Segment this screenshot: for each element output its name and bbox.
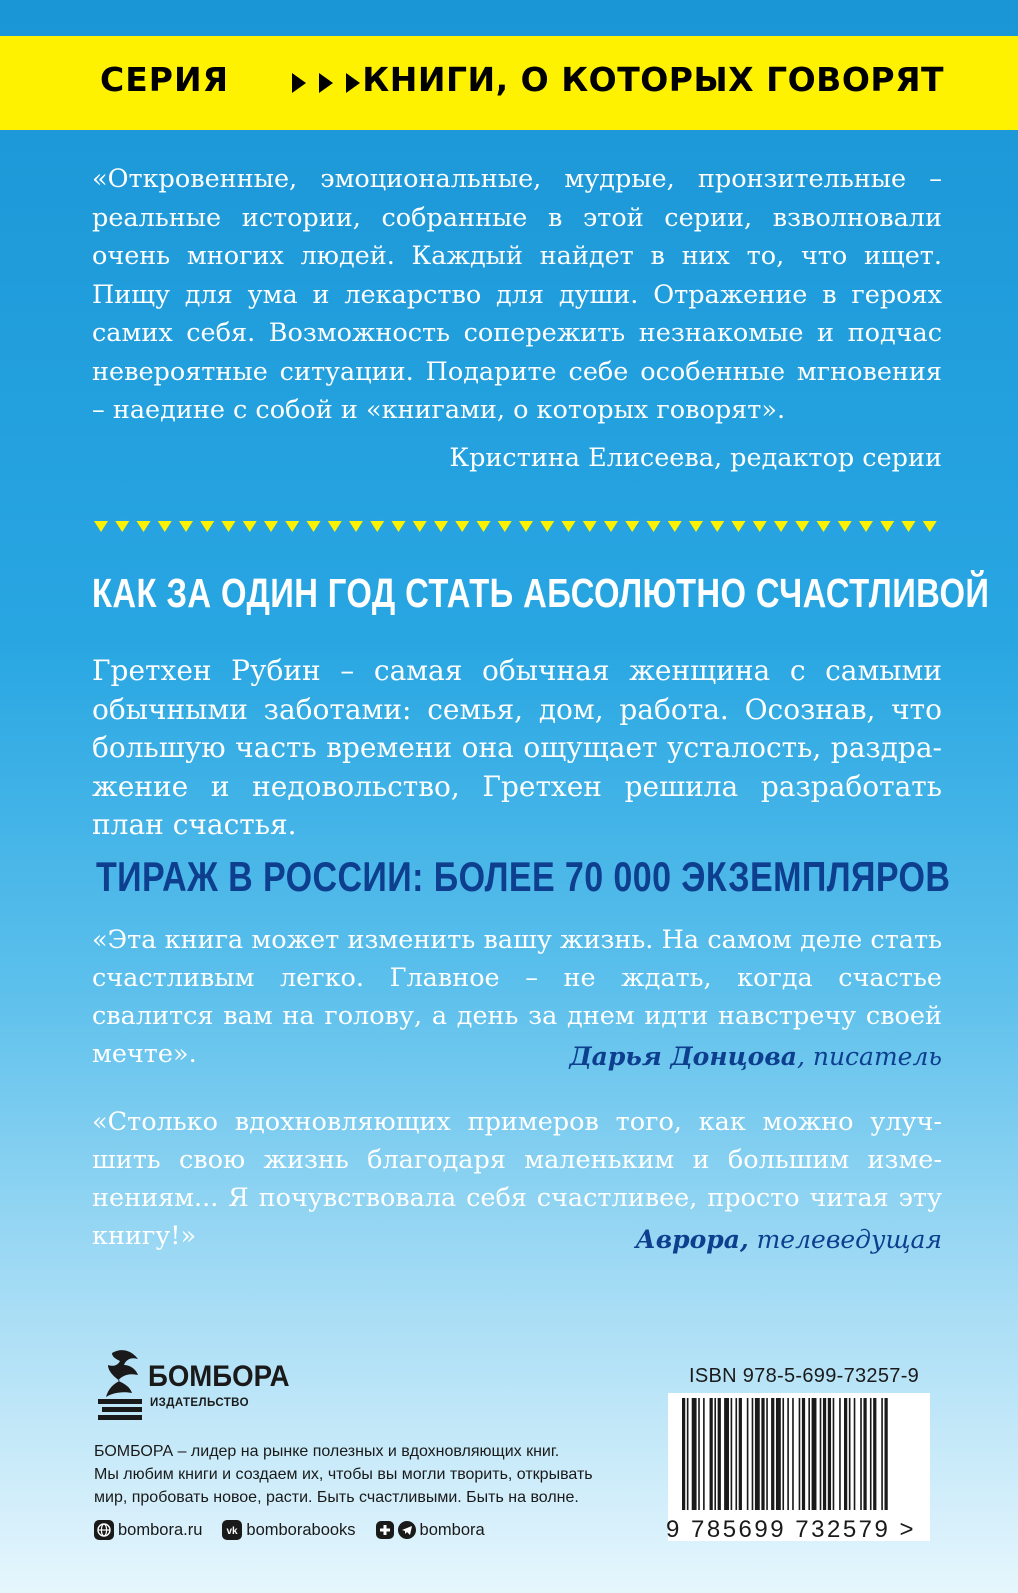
divider-triangle [370, 521, 384, 532]
barcode-bar [747, 1398, 749, 1510]
triple-arrow-icon [290, 63, 370, 103]
divider-triangle [200, 521, 214, 532]
divider-triangle [349, 521, 363, 532]
divider-triangle [115, 521, 129, 532]
publisher-name: БОМБОРА [148, 1360, 290, 1393]
barcode-bar [787, 1398, 789, 1510]
divider-triangle [859, 521, 873, 532]
telegram-icon [398, 1521, 416, 1539]
barcode-bar [718, 1398, 721, 1510]
vk-icon [222, 1520, 242, 1540]
barcode-bar [833, 1398, 835, 1510]
barcode-bar [860, 1398, 862, 1510]
divider-triangle [583, 521, 597, 532]
barcode-bar [724, 1398, 729, 1510]
book-description: Гретхен Рубин – самая обычная женщина с самыми обычными заботами: семья, дом, работа. Осознав, что большую часть времени она ощущает усталость, раздра-жение и недовольство, Гретхен решила разработать план счастья. [92, 654, 942, 841]
series-label: СЕРИЯ [100, 60, 229, 99]
divider-triangle [710, 521, 724, 532]
divider-triangle [753, 521, 767, 532]
barcode-bar [698, 1398, 700, 1510]
barcode-bar [771, 1398, 774, 1510]
divider-triangle [774, 521, 788, 532]
review-author-name: Дарья Донцова [569, 1042, 797, 1071]
vk-label: bomborabooks [246, 1520, 356, 1539]
barcode-bar [808, 1398, 810, 1510]
barcode-bar [854, 1398, 856, 1510]
editor-quote-author: Кристина Елисеева, редактор серии [449, 443, 942, 473]
publisher-about-line: Мы любим книги и создаем их, чтобы вы могли творить, открывать [94, 1466, 593, 1483]
barcode-bar [739, 1398, 742, 1510]
barcode-bar [776, 1398, 781, 1510]
barcode-icon [678, 1398, 926, 1514]
review-author-name: Аврора, [635, 1225, 749, 1254]
barcode-bar [682, 1398, 685, 1510]
barcode-digits: 9 785699 732579 > [666, 1516, 917, 1543]
chat-icon [376, 1521, 394, 1539]
barcode-bar [687, 1398, 689, 1510]
barcode-bar [731, 1398, 733, 1510]
barcode-bar [710, 1398, 713, 1510]
divider-triangle [498, 521, 512, 532]
publisher-about-line: БОМБОРА – лидер на рынке полезных и вдохновляющих книг. [94, 1443, 560, 1460]
editor-quote-text: «Откровенные, эмоциональные, мудрые, пронзительные – реальные истории, собранные в этой серии, взволновали очень многих людей. Каждый найдет в них то, что ищет. Пищу для ума и лекарство для души. Отражение в героях самих себя. Возможность сопережить незнакомые и подчас невероятные ситуации. Подарите себе особенные мгновения – наедине с собой и «книгами, о которых говорят». [92, 164, 942, 425]
barcode-bar [703, 1398, 705, 1510]
barcode-bar [792, 1398, 794, 1510]
divider-triangle [902, 521, 916, 532]
barcode-bar [839, 1398, 841, 1510]
divider-triangle [137, 521, 151, 532]
divider-triangle [540, 521, 554, 532]
divider-triangle [647, 521, 661, 532]
barcode-bar [885, 1398, 888, 1510]
divider-triangle [222, 521, 236, 532]
review-quote: «Эта книга может изменить вашу жизнь. На самом деле стать счастливым легко. Главное – не ждать, когда счастье свалится вам на голову, а день за днем идти навстречу своей мечте». [92, 925, 942, 1069]
divider-triangle [668, 521, 682, 532]
review-author [569, 1042, 942, 1071]
divider-triangle [923, 521, 937, 532]
website-link[interactable] [94, 1520, 202, 1540]
barcode-bar [761, 1398, 764, 1510]
divider-triangle [795, 521, 809, 532]
isbn-label: ISBN 978-5-699-73257-9 [689, 1365, 920, 1387]
barcode-bar [849, 1398, 851, 1510]
messenger-link[interactable] [376, 1521, 485, 1540]
divider-triangle [94, 521, 108, 532]
editor-quote [92, 160, 942, 430]
review-author-role: , писатель [796, 1042, 942, 1071]
review-author [635, 1225, 942, 1254]
divider-triangle [285, 521, 299, 532]
divider-triangle [477, 521, 491, 532]
divider-triangle [307, 521, 321, 532]
divider-triangle [604, 521, 618, 532]
vk-link[interactable] [222, 1520, 355, 1540]
social-links [94, 1518, 505, 1542]
divider-triangle [243, 521, 257, 532]
barcode-bar [752, 1398, 754, 1510]
barcode-bar [735, 1398, 737, 1510]
divider-triangle [880, 521, 894, 532]
divider-triangle [413, 521, 427, 532]
svg-text:vk: vk [226, 1526, 238, 1537]
review-quote: «Столько вдохновляющих примеров того, как можно улуч-шить свою жизнь благодаря маленьким и большим изме-нениям... Я почувствовала себя счастливее, просто читая эту книгу!» [92, 1107, 942, 1251]
barcode-bar [844, 1398, 847, 1510]
publisher-about-line: мир, пробовать новое, расти. Быть счастливыми. Быть на волне. [94, 1489, 579, 1506]
divider-triangle [158, 521, 172, 532]
barcode-bar [828, 1398, 831, 1510]
book-headline: КАК ЗА ОДИН ГОД СТАТЬ АБСОЛЮТНО СЧАСТЛИВОЙ [92, 570, 990, 616]
website-label: bombora.ru [118, 1520, 203, 1539]
barcode-bar [823, 1398, 826, 1510]
barcode-bar [820, 1398, 822, 1510]
triangle-divider [92, 520, 942, 534]
barcode-bar [802, 1398, 805, 1510]
publisher-subtitle: ИЗДАТЕЛЬСТВО [150, 1397, 249, 1409]
divider-triangle [689, 521, 703, 532]
barcode-bar [799, 1398, 801, 1510]
divider-triangle [179, 521, 193, 532]
barcode-bar [755, 1398, 760, 1510]
telegram-label: bombora [419, 1520, 485, 1539]
barcode-bar [873, 1398, 876, 1510]
barcode-bar [881, 1398, 883, 1510]
divider-triangle [562, 521, 576, 532]
divider-triangle [732, 521, 746, 532]
divider-triangle [817, 521, 831, 532]
review-author-role: телеведущая [748, 1225, 942, 1254]
divider-triangle [392, 521, 406, 532]
divider-triangle [838, 521, 852, 532]
divider-triangle [264, 521, 278, 532]
globe-icon [94, 1520, 114, 1540]
barcode-bar [782, 1398, 784, 1510]
divider-triangle [625, 521, 639, 532]
barcode-bar [692, 1398, 697, 1510]
barcode-bar [863, 1398, 866, 1510]
divider-triangle [519, 521, 533, 532]
divider-triangle [328, 521, 342, 532]
print-run-banner: ТИРАЖ В РОССИИ: БОЛЕЕ 70 000 ЭКЗЕМПЛЯРОВ [96, 853, 951, 900]
barcode-bar [870, 1398, 872, 1510]
series-name: КНИГИ, О КОТОРЫХ ГОВОРЯТ [362, 60, 944, 99]
divider-triangle [455, 521, 469, 532]
barcode-bar [812, 1398, 817, 1510]
divider-triangle [434, 521, 448, 532]
publisher-about [94, 1440, 634, 1509]
barcode-bar [766, 1398, 768, 1510]
barcode-bar [714, 1398, 716, 1510]
series-banner [0, 36, 1018, 130]
